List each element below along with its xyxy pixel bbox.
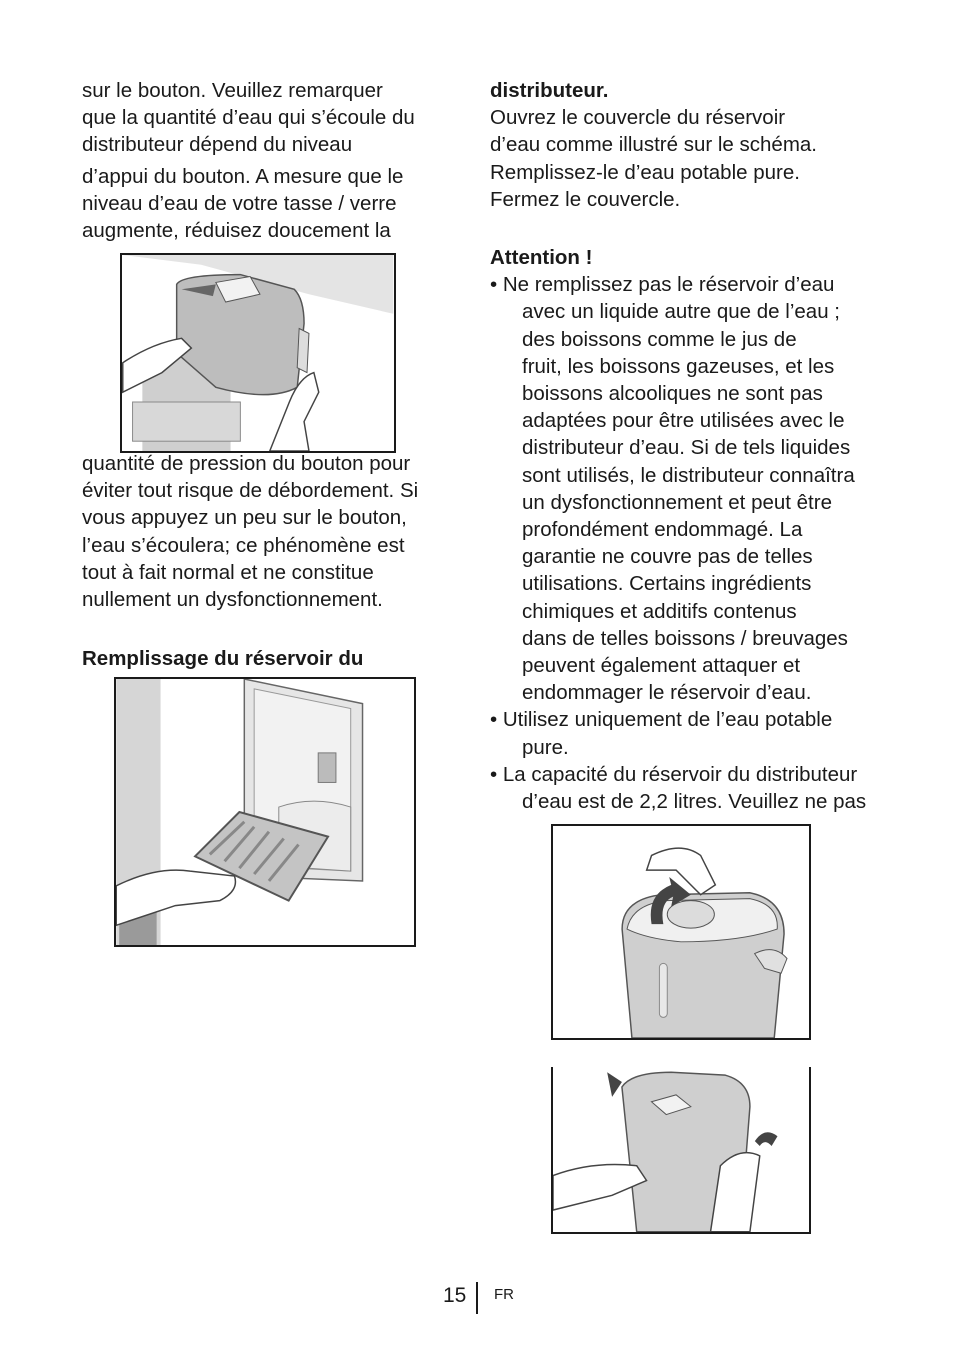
right-intro [490,77,817,213]
bullet-line: endommager le réservoir d’eau. [522,681,812,705]
text-line: Remplissez-le d’eau potable pure. [490,160,800,184]
text-line: Ouvrez le couvercle du réservoir [490,106,786,130]
figure-drip-tray [114,677,416,947]
bullet-line: sont utilisés, le distributeur connaîtra [522,463,855,487]
bullet-line: • La capacité du réservoir du distributeur [490,762,858,786]
bullet-line: d’eau est de 2,2 litres. Veuillez ne pas [522,790,867,814]
bullet-line: • Utilisez uniquement de l’eau potable [490,708,833,732]
page-number: 15 [443,1284,467,1307]
bullet-line: un dysfonctionnement et peut être [522,490,832,514]
text-line: niveau d’eau de votre tasse / verre [82,191,397,215]
bullet-line: • Ne remplissez pas le réservoir d’eau [490,273,835,297]
text-line: l’eau s’écoulera; ce phénomène est [82,533,405,557]
text-line: distributeur dépend du niveau [82,133,353,157]
text-line: éviter tout risque de débordement. Si [82,479,419,503]
open-lid-illustration [553,826,809,1038]
bullet-line: des boissons comme le jus de [522,327,797,351]
left-paragraph-2 [82,450,418,613]
footer-divider [476,1282,478,1314]
text-line: que la quantité d’eau qui s’écoule du [82,106,415,130]
left-paragraph-1 [82,77,415,244]
bullet-line: peuvent également attaquer et [522,654,801,678]
lift-tank-illustration [553,1067,809,1232]
heading-text: Remplissage du réservoir du [82,647,364,670]
text-line: tout à fait normal et ne constitue [82,560,374,584]
text-line: d’eau comme illustré sur le schéma. [490,133,817,157]
heading-continuation: distributeur. [490,79,609,102]
section-heading [82,645,363,672]
drip-tray-illustration [116,679,414,945]
bullet-line: dans de telles boissons / breuvages [522,626,848,650]
bullet-line: fruit, les boissons gazeuses, et les [522,354,835,378]
bullet-line: utilisations. Certains ingrédients [522,572,812,596]
text-line: augmente, réduisez doucement la [82,219,391,243]
text-line: vous appuyez un peu sur le bouton, [82,506,407,530]
attention-heading: Attention ! [490,246,593,269]
text-line: quantité de pression du bouton pour [82,452,411,475]
bullet-line: pure. [522,735,569,759]
bullet-line: boissons alcooliques ne sont pas [522,382,823,406]
bullet-line: garantie ne couvre pas de telles [522,545,813,569]
bullet-line: avec un liquide autre que de l’eau ; [522,300,840,324]
attention-block [490,244,866,815]
text-line: Fermez le couvercle. [490,187,681,211]
text-line: sur le bouton. Veuillez remarquer [82,79,383,102]
bullet-line: chimiques et additifs contenus [522,599,797,623]
text-line: d’appui du bouton. A mesure que le [82,164,404,188]
figure-open-lid [551,824,811,1040]
language-code: FR [494,1286,514,1303]
figure-tank-removal [120,253,396,453]
bullet-line: distributeur d’eau. Si de tels liquides [522,436,851,460]
bullet-line: profondément endommagé. La [522,518,803,542]
figure-lift-tank [551,1067,811,1234]
tank-removal-illustration [122,255,394,451]
text-line: nullement un dysfonctionnement. [82,588,383,612]
bullet-line: adaptées pour être utilisées avec le [522,409,845,433]
